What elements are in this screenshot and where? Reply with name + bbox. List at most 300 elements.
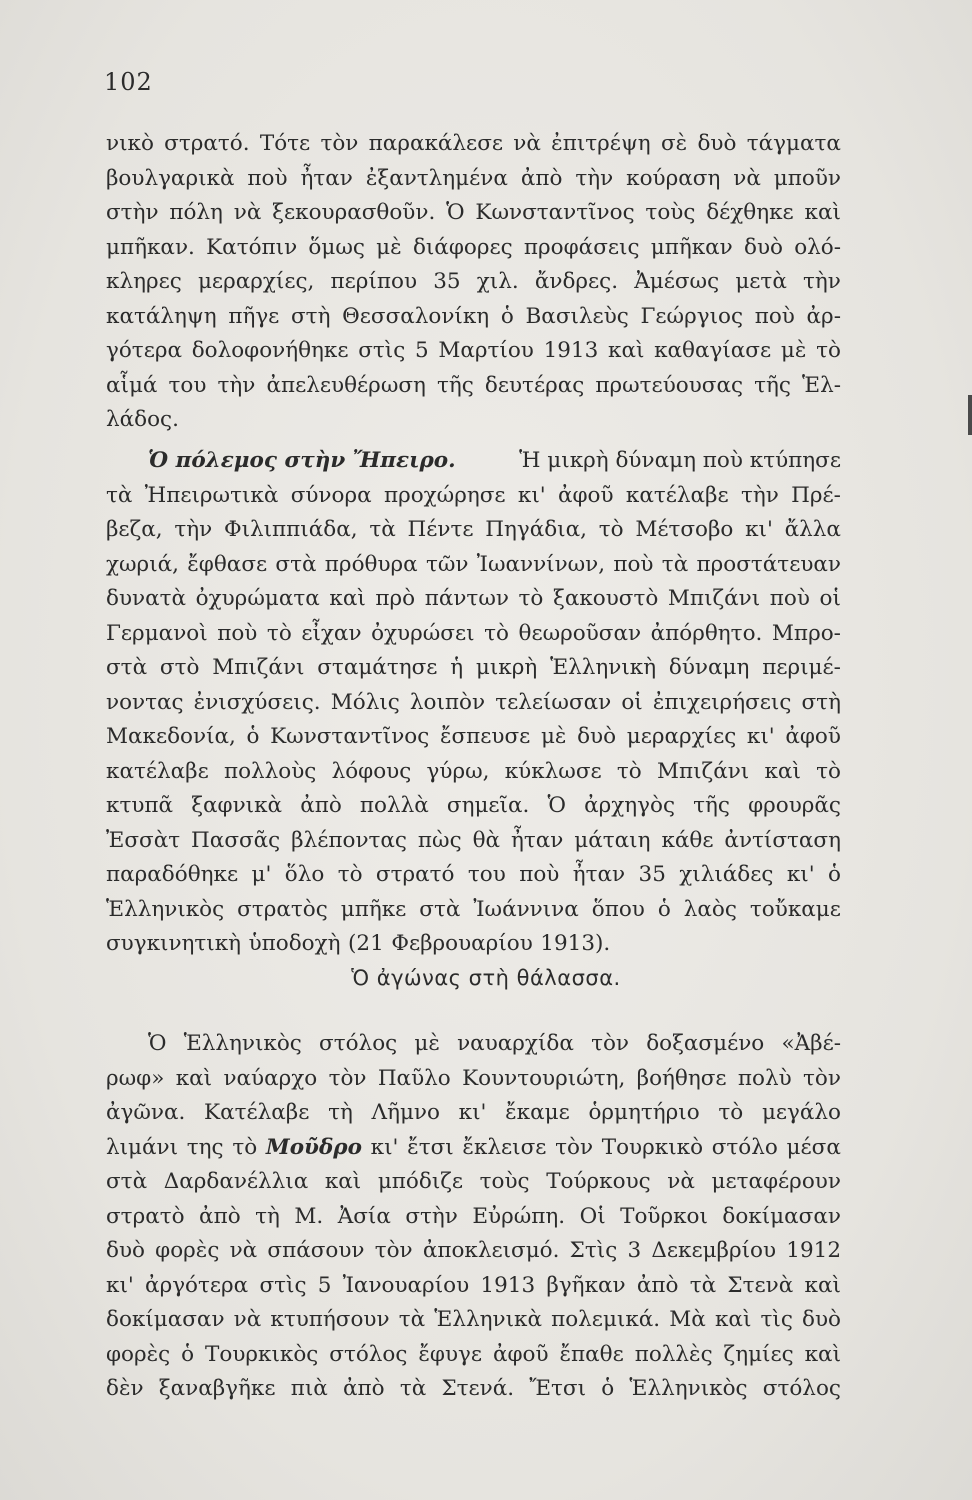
text-line	[106, 1027, 841, 1062]
word: κατέλαβε	[106, 758, 209, 784]
word: καὶ	[804, 200, 841, 225]
word: λόφους	[331, 758, 412, 784]
word: Κωνσταντῖνος	[475, 200, 635, 225]
word: μπόδιζε	[377, 1169, 464, 1194]
word: παρακάλεσε	[368, 131, 504, 156]
word: Τοῦρκοι	[620, 1203, 708, 1229]
text-line	[106, 1269, 841, 1304]
word: ἦταν	[510, 827, 564, 853]
word: κι'	[106, 1272, 134, 1298]
word: χιλιάδες	[679, 862, 774, 887]
word: σταμάτησε	[317, 655, 438, 680]
word: μὲ	[376, 234, 402, 260]
word: Φεβρουαρίου	[391, 931, 533, 956]
word: στρατὸς	[237, 896, 328, 922]
word: νοντας	[106, 689, 184, 715]
word: Μ.	[294, 1203, 324, 1229]
word: λάδος.	[106, 407, 179, 432]
word: ξεκουρασθοῦν.	[272, 200, 436, 225]
paragraph-3	[106, 1027, 841, 1407]
word: ἀπὸ	[343, 1376, 385, 1401]
text-line	[106, 403, 841, 438]
word: μέσα	[786, 1134, 841, 1160]
word: στὰ	[275, 551, 317, 577]
word: σύνορα	[290, 482, 372, 508]
word: καὶ	[804, 1272, 841, 1298]
word: τὸν	[320, 131, 359, 156]
word: νὰ	[233, 200, 262, 225]
word: κτυπᾶ	[106, 793, 174, 818]
word: τὰ	[369, 517, 396, 542]
word: ἔτσι	[407, 1134, 454, 1160]
word: στρατό	[375, 862, 455, 887]
word: λιμάνι	[106, 1134, 179, 1160]
word: ὀχυρώματα	[195, 586, 320, 611]
word: ἄνδρες.	[534, 269, 619, 294]
word: τὸ	[232, 1134, 258, 1160]
word: Κωνσταντῖνος	[270, 724, 430, 749]
word: ἦταν	[572, 862, 626, 887]
text-line	[106, 548, 841, 583]
word: Ὁ	[148, 1031, 167, 1056]
text-line	[106, 686, 841, 721]
word: αἷμά	[106, 372, 158, 398]
word: ἀπὸ	[300, 793, 342, 818]
word: προστάτευαν	[696, 551, 841, 577]
word: ὁ	[181, 1341, 195, 1367]
word: στρατό.	[164, 131, 250, 156]
word: Ἀσία	[337, 1203, 391, 1229]
word: εἶχαν	[301, 620, 362, 646]
text-line	[106, 513, 841, 548]
word: καὶ	[329, 586, 366, 611]
word: φρουρᾶς	[748, 793, 841, 818]
text-line	[106, 1234, 841, 1269]
word: ἔκαμε	[505, 1100, 570, 1125]
word: 1913	[543, 338, 599, 363]
page-edge-mark	[968, 395, 972, 435]
word: τοὺς	[479, 1169, 530, 1194]
word: τάγματα	[746, 131, 841, 156]
word: νὰ	[233, 1307, 262, 1332]
word: τελείωσαν	[495, 689, 612, 715]
word: ἀφοῦ	[492, 1341, 549, 1367]
word: Μπιζάνι	[667, 586, 761, 611]
word: ἔσπευσε	[439, 724, 531, 749]
word: τὴν	[174, 517, 213, 542]
word: Ἑλληνικὸς	[183, 1031, 302, 1056]
text-line	[106, 1200, 841, 1235]
word: ἀποκλεισμό.	[422, 1238, 560, 1263]
word: μὲ	[414, 1031, 440, 1056]
word: μὲ	[780, 338, 807, 363]
word: κατάληψη	[106, 303, 217, 329]
text-line	[106, 196, 841, 231]
word: τὸ	[816, 338, 841, 363]
word: νὰ	[229, 1238, 258, 1263]
word: Ἔτσι	[529, 1376, 587, 1401]
text-line	[106, 1372, 841, 1407]
text-line	[106, 824, 841, 859]
word: λοιπὸν	[409, 689, 486, 715]
word: ὁ	[246, 724, 260, 749]
word: κι'	[458, 1100, 487, 1125]
word: ὁ	[601, 1376, 615, 1401]
word: τὸ	[484, 620, 509, 646]
word: καὶ	[714, 1307, 752, 1332]
word: τὰ	[661, 551, 689, 577]
text-line	[106, 231, 841, 266]
text-line	[106, 1131, 841, 1166]
word: τῶν	[425, 551, 469, 577]
word: στὶς	[358, 338, 406, 363]
word: πόλη	[169, 200, 223, 225]
word: πῆγε	[228, 303, 280, 329]
word: ξακουστὸ	[552, 586, 659, 611]
word: 5	[414, 338, 429, 363]
word: δέχθηκε	[706, 200, 794, 225]
word: τοὺς	[645, 200, 696, 225]
word: Ἐσσὰτ	[106, 827, 181, 853]
word: μ'	[251, 862, 272, 887]
word: στὴν	[106, 200, 159, 225]
word: στὰ	[106, 655, 148, 680]
word: προφάσεις	[523, 234, 640, 260]
word: ἐνισχύσεις.	[193, 689, 321, 715]
word: οἱ	[819, 586, 841, 611]
text-line	[106, 755, 841, 790]
word: ἀφοῦ	[557, 482, 614, 508]
word: δύναμη	[668, 655, 750, 680]
word: ἀφοῦ	[785, 724, 841, 749]
word: Ἠπειρωτικὰ	[144, 482, 279, 508]
word: Ὁ	[547, 793, 566, 818]
word: στόλος	[762, 1376, 841, 1401]
text-line	[106, 651, 841, 686]
word: οἱ	[621, 689, 643, 715]
word: 1913	[480, 1272, 536, 1298]
word: κι'	[370, 1134, 399, 1160]
word: ἐξαντλημένα	[365, 165, 508, 191]
word: τὰ	[398, 1307, 426, 1332]
word: κάθε	[661, 827, 714, 853]
word: μεραρχίες	[626, 724, 737, 749]
word: μπῆκαν	[650, 234, 733, 260]
word: ὅμως	[308, 234, 365, 260]
word: Τούρκους	[546, 1169, 651, 1194]
word: Εὐρώπη.	[472, 1203, 566, 1229]
word: Ἑλληνικὸς	[106, 896, 225, 922]
text-line	[106, 582, 841, 617]
word: βοήθησε	[636, 1065, 727, 1091]
word: Δαρδανέλλια	[163, 1169, 309, 1194]
word: κι'	[786, 862, 815, 887]
word: στόλος	[319, 1031, 398, 1056]
word: ποὺ	[247, 165, 288, 191]
word: θὰ	[472, 827, 501, 853]
word: δοκίμασαν	[722, 1203, 841, 1229]
word: (21	[348, 931, 384, 956]
word: πρωτεύουσας	[595, 372, 744, 398]
word: ἀπὸ	[636, 1272, 679, 1298]
text-line	[106, 1338, 841, 1373]
word: νικὸ	[106, 131, 154, 156]
word: 1913).	[540, 931, 611, 956]
word: τὸ	[718, 1100, 744, 1125]
word: σπάσουν	[267, 1238, 365, 1263]
word: χωριά,	[106, 551, 179, 577]
word: τὸ	[598, 517, 624, 542]
word: Μακεδονία,	[106, 724, 236, 749]
word: ποὺ	[519, 862, 560, 887]
word: τὸ	[616, 758, 642, 784]
word: ναυαρχίδα	[457, 1031, 574, 1056]
word: Μαρτίου	[438, 338, 534, 363]
word: παραδόθηκε	[106, 862, 239, 887]
word: Ἰωαννίνων,	[476, 551, 606, 577]
word: Κατέλαβε	[204, 1100, 310, 1125]
word: ξαναβγῆκε	[158, 1376, 276, 1401]
word: Τουρκικὸς	[205, 1341, 319, 1367]
word: κι'	[745, 517, 773, 542]
word: ἐπιχειρήσεις	[652, 689, 792, 715]
word: στρατὸ	[106, 1203, 185, 1229]
word: στὶς	[259, 1272, 307, 1298]
text-line	[106, 479, 841, 514]
word: θεωροῦσαν	[518, 620, 642, 646]
word: Πρέ-	[791, 482, 841, 508]
word: Ἰανουαρίου	[342, 1272, 470, 1298]
page-number: 102	[104, 68, 153, 96]
word: Μοῦδρο	[265, 1134, 362, 1160]
word: Παῦλο	[377, 1065, 451, 1091]
word: Μπρο-	[771, 620, 841, 646]
word: βλέποντας	[291, 827, 407, 853]
word: συγκινητικὴ	[106, 931, 242, 956]
word: πάντων	[424, 586, 509, 611]
word: ἦταν	[300, 165, 353, 191]
word: Ἀμέσως	[634, 269, 720, 294]
word: δυνατὰ	[106, 586, 187, 611]
word: βγῆκαν	[546, 1272, 626, 1298]
word: χιλ.	[476, 269, 519, 294]
word: Στενὰ	[727, 1272, 794, 1298]
subsection-heading: Ὁ πόλεμος στὴν Ἤπειρο.	[148, 448, 456, 473]
word: γύρω,	[426, 758, 490, 784]
word: νὰ	[667, 1169, 695, 1194]
word: τῆς	[436, 372, 474, 398]
word: καὶ	[175, 1065, 213, 1091]
paragraph-2	[106, 444, 841, 962]
word: τὰ	[689, 1272, 717, 1298]
word: δὲν	[106, 1376, 144, 1401]
word: τὸ	[518, 586, 544, 611]
word: τὰ	[106, 482, 133, 508]
word: ἔφυγε	[418, 1341, 483, 1367]
word: μπῆκε	[340, 896, 407, 922]
word: τῆς	[693, 793, 730, 818]
word: μεγάλο	[761, 1100, 841, 1125]
word: κι'	[517, 482, 546, 508]
word: σὲ	[660, 131, 688, 156]
word: ποὺ	[754, 303, 795, 329]
word: δυὸ	[744, 234, 783, 260]
word: τὴν	[575, 165, 614, 191]
word: ὁ	[828, 862, 841, 887]
word: κληρες	[106, 269, 182, 294]
word: μετὰ	[735, 269, 787, 294]
word: της	[186, 1134, 224, 1160]
word: ἀντίσταση	[724, 827, 841, 853]
word: στὰ	[419, 896, 461, 922]
text-line	[106, 617, 841, 652]
word: ὑποδοχὴ	[248, 931, 341, 956]
word: τὴν	[803, 269, 841, 294]
word: καθαγίασε	[654, 338, 772, 363]
word: τὶς	[760, 1307, 793, 1332]
word: βουλγαρικὰ	[106, 165, 235, 191]
word: τὴν	[217, 372, 256, 398]
word: τὸ	[266, 620, 292, 646]
word: δευτέρας	[484, 372, 585, 398]
word: ρωφ»	[106, 1065, 165, 1091]
text-line	[106, 369, 841, 404]
word: ὅπου	[591, 896, 645, 922]
text-line-rest: Ἡ μικρὴ δύναμη ποὺ κτύπησε	[519, 448, 841, 473]
word: 35	[433, 269, 461, 294]
word: Τότε	[259, 131, 311, 156]
text-line	[106, 720, 841, 755]
word: Ἑλληνικὸς	[629, 1376, 748, 1401]
word: φορὲς	[155, 1238, 220, 1263]
word: τῆς	[754, 372, 791, 398]
word: φορὲς	[106, 1341, 171, 1367]
text-line	[106, 265, 841, 300]
word: νὰ	[733, 165, 761, 191]
word: μὲ	[540, 724, 567, 749]
word: Στὶς	[569, 1238, 618, 1263]
text-line	[106, 893, 841, 928]
word: τὰ	[399, 1376, 427, 1401]
text-line	[106, 127, 841, 162]
word: Κατόπιν	[206, 234, 298, 260]
word: «Ἀβέ-	[781, 1031, 841, 1056]
word: ἀπελευθέρωση	[266, 372, 426, 398]
word: περίπου	[330, 269, 418, 294]
word: βεζα,	[106, 517, 163, 542]
word: λαὸς	[683, 896, 737, 922]
word: πολὺ	[737, 1065, 792, 1091]
word: ὁ	[657, 896, 671, 922]
word: κούραση	[626, 165, 721, 191]
word: τὸν	[328, 1065, 367, 1091]
word: Ἑλληνικὴ	[550, 655, 657, 680]
word: προχώρησε	[383, 482, 506, 508]
word: τὸν	[803, 1065, 841, 1091]
word: τὸ	[816, 758, 841, 784]
word: καὶ	[804, 1341, 841, 1367]
word: ὁρμητήριο	[588, 1100, 700, 1125]
word: σημεῖα.	[446, 793, 530, 818]
word: ὀχυρώσει	[371, 620, 475, 646]
word: Μὰ	[669, 1307, 706, 1332]
text-line	[106, 1062, 841, 1097]
word: ποὺ	[613, 551, 654, 577]
word: Μόλις	[330, 689, 400, 715]
word: δυὸ	[697, 131, 737, 156]
word: πιὰ	[290, 1376, 328, 1401]
word: ὁ	[500, 303, 514, 329]
word: στόλος	[329, 1341, 408, 1367]
word: πὼς	[417, 827, 462, 853]
word: πολεμικά.	[551, 1307, 661, 1332]
word: ἄλλα	[784, 517, 841, 542]
word: Πασσᾶς	[191, 827, 281, 853]
word: Μπιζάνι	[656, 758, 750, 784]
word: 1912	[786, 1238, 841, 1263]
word: ἡ	[450, 655, 464, 680]
word: δυὸ	[106, 1238, 145, 1263]
word: 35	[638, 862, 666, 887]
word: δυὸ	[577, 724, 617, 749]
word: ἀρ-	[806, 303, 841, 329]
section-heading: Ὁ ἀγώνας στὴ θάλασσα.	[351, 966, 621, 990]
word: ἔπαθε	[559, 1341, 624, 1367]
word: 3	[627, 1238, 642, 1263]
word: μικρὴ	[475, 655, 538, 680]
word: πρόθυρα	[324, 551, 418, 577]
word: τὸ	[337, 862, 363, 887]
word: Θεσσαλονίκη	[342, 303, 490, 329]
word: ἔφθασε	[187, 551, 268, 577]
text-line	[106, 1096, 841, 1131]
word: Μέτσοβο	[635, 517, 734, 542]
word: ποὺ	[769, 586, 810, 611]
word: περιμέ-	[762, 655, 841, 680]
word: στὰ	[106, 1169, 148, 1194]
word: Ἑλληνικὰ	[434, 1307, 542, 1332]
word: μεταφέρουν	[711, 1169, 841, 1194]
word: ζημίες	[723, 1341, 794, 1367]
word: καὶ	[608, 338, 645, 363]
word: του	[467, 862, 506, 887]
word: ναύαρχο	[223, 1065, 318, 1091]
word: κι'	[746, 724, 775, 749]
word: Γεώργιος	[640, 303, 743, 329]
word: στὸ	[159, 655, 200, 680]
word: τοὔκαμε	[749, 896, 841, 922]
word: πρὸ	[375, 586, 416, 611]
word: γότερα	[106, 338, 182, 363]
word: δολοφονήθηκε	[191, 338, 349, 363]
text-line	[106, 1165, 841, 1200]
word: μποῦν	[773, 165, 841, 191]
word: δοξασμένο	[646, 1031, 765, 1056]
word: Κουντουριώτη,	[462, 1065, 626, 1091]
word: τὴ	[328, 1100, 353, 1125]
word: Ὁ	[446, 200, 465, 225]
word: πολλὰ	[359, 793, 429, 818]
word: δοκίμασαν	[106, 1307, 225, 1332]
word: ξαφνικὰ	[191, 793, 283, 818]
word: ἔκλεισε	[462, 1134, 547, 1160]
word: Ἰωάννινα	[473, 896, 579, 922]
word: καὶ	[324, 1169, 362, 1194]
word: μπῆκαν.	[106, 234, 195, 260]
word: πολλοὺς	[223, 758, 317, 784]
word: Φιλιππιάδα,	[223, 517, 358, 542]
word: διάφορες	[412, 234, 513, 260]
